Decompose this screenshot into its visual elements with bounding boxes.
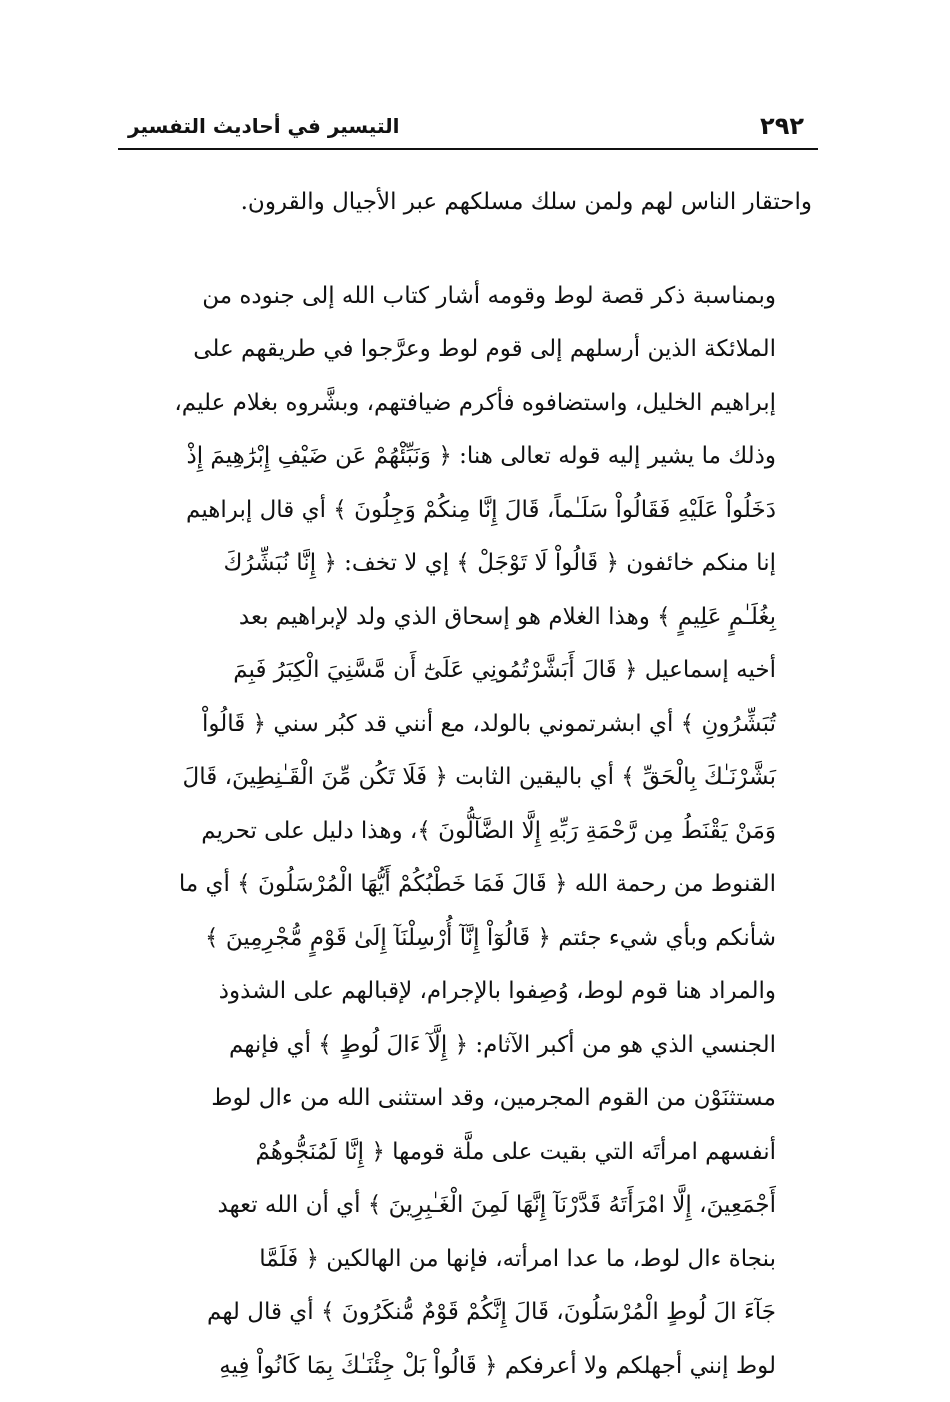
text-line: إنا منكم خائفون ﴿ قَالُواْ لَا تَوْجَلْ ﴾ إي لا تخف: ﴿ إِنَّا نُبَشِّرُكَ bbox=[223, 550, 776, 576]
text-line: تُبَشِّرُونِ ﴾ أي ابشرتموني بالولد، مع أنني قد كبُر سني ﴿ قَالُواْ bbox=[201, 710, 776, 737]
text-line: شأنكم وبأي شيء جئتم ﴿ قَالُوٓاْ إِنَّآ أُرْسِلْنَآ إِلَىٰ قَوْمٍ مُّجْرِمِينَ ﴾ bbox=[205, 924, 776, 951]
text-line: أنفسهم امرأتَه التي بقيت على ملَّة قومها ﴿ إِنَّا لَمُنَجُّوهُمْ bbox=[255, 1138, 776, 1165]
text-line: وذلك ما يشير إليه قوله تعالى هنا: ﴿ وَنَبِّئْهُمْ عَن ضَيْفِ إِبْرَٰهِيمَ إِذْ bbox=[186, 443, 776, 469]
page-header bbox=[118, 108, 818, 150]
text-line: بَشَّرْنَـٰكَ بِالْحَقِّ ﴾ أي باليقين الثابت ﴿ فَلَا تَكُن مِّنَ الْقَـٰنِطِينَ، قَالَ bbox=[182, 764, 776, 790]
text-line: أخيه إسماعيل ﴿ قَالَ أَبَشَّرْتُمُونِي عَلَىٰٓ أَن مَّسَّنِيَ الْكِبَرُ فَبِمَ bbox=[233, 657, 776, 683]
running-title: التيسير في أحاديث التفسير bbox=[128, 114, 400, 138]
paragraph-main bbox=[112, 270, 812, 1394]
text-line: دَخَلُواْ عَلَيْهِ فَقَالُواْ سَلَـٰماً، قَالَ إِنَّا مِنكُمْ وَجِلُونَ ﴾ أي قال إبراهيم bbox=[186, 496, 776, 523]
text-line: مستثنَوْن من القوم المجرمين، وقد استثنى الله من ءال لوط bbox=[211, 1085, 776, 1111]
text-line: الملائكة الذين أرسلهم إلى قوم لوط وعرَّجوا في طريقهم على bbox=[193, 336, 776, 362]
text-line: بنجاة ءال لوط، ما عدا امرأته، فإنها من الهالكين ﴿ فَلَمَّا bbox=[259, 1245, 776, 1272]
text-line: القنوط من رحمة الله ﴿ قَالَ فَمَا خَطْبُكُمْ أَيُّهَا الْمُرْسَلُونَ ﴾ أي ما bbox=[178, 871, 776, 897]
text-line: والمراد هنا قوم لوط، وُصِفوا بالإجرام، لإقبالهم على الشذوذ bbox=[218, 978, 776, 1004]
text-line: الجنسي الذي هو من أكبر الآثام: ﴿ إِلَّآ ءَالَ لُوطٍ ﴾ أي فإنهم bbox=[228, 1031, 776, 1058]
text-line: وَمَنْ يَقْنَطُ مِن رَّحْمَةِ رَبِّهِ إِلَّا الضَّآلُّونَ ﴾، وهذا دليل على تحريم bbox=[201, 817, 776, 844]
text-line: لوط إنني أجهلكم ولا أعرفكم ﴿ قَالُواْ بَلْ جِئْنَـٰكَ بِمَا كَانُواْ فِيهِ bbox=[219, 1352, 776, 1379]
text-line: أَجْمَعِينَ، إِلَّا امْرَأَتَهُ قَدَّرْنَآ إِنَّهَا لَمِنَ الْغَـٰبِرِينَ ﴾ أي أن الله تعهد bbox=[217, 1192, 776, 1218]
body-text bbox=[112, 176, 812, 1393]
text-line: إبراهيم الخليل، واستضافوه فأكرم ضيافتهم، وبشَّروه بغلام عليم، bbox=[174, 389, 776, 416]
text-line: وبمناسبة ذكر قصة لوط وقومه أشار كتاب الله إلى جنوده من bbox=[202, 282, 776, 309]
paragraph-closing-line: واحتقار الناس لهم ولمن سلك مسلكهم عبر الأجيال والقرون. bbox=[240, 189, 812, 215]
page-number: ٢٩٢ bbox=[760, 112, 804, 140]
text-line: بِغُلَـٰمٍ عَلِيمٍ ﴾ وهذا الغلام هو إسحاق الذي ولد لإبراهيم بعد bbox=[238, 603, 776, 630]
text-line: جَآءَ الَ لُوطٍ الْمُرْسَلُونَ، قَالَ إِنَّكُمْ قَوْمٌ مُّنكَرُونَ ﴾ أي قال لهم bbox=[207, 1299, 776, 1325]
